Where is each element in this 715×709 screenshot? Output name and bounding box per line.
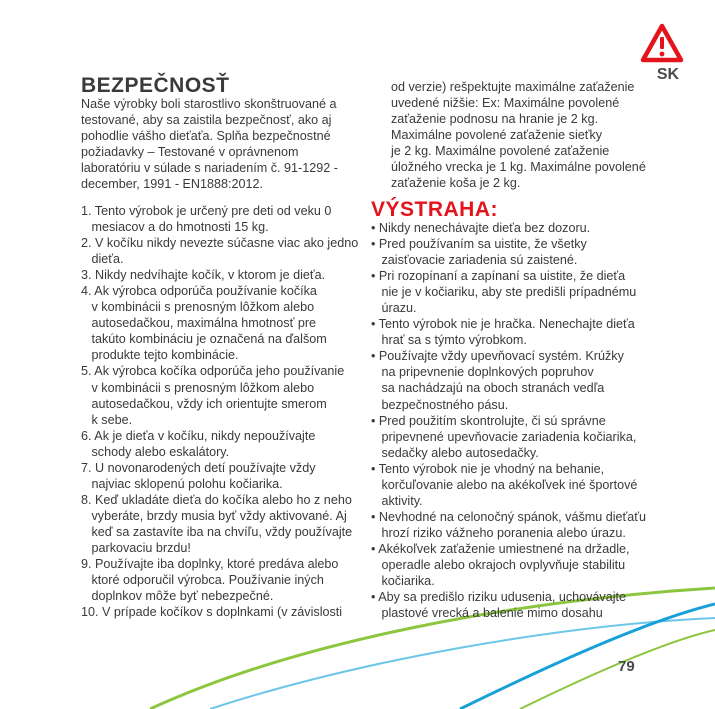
list-item [81, 235, 359, 267]
list-item-line: mesiacov a do hmotnosti 15 kg. [81, 220, 269, 235]
list-item-line: 3. Nikdy nedvíhajte kočík, v ktorom je dieťa. [81, 268, 326, 283]
warning-item-line: • Pred použitím skontrolujte, či sú správne [371, 413, 606, 428]
list-item [81, 460, 356, 492]
warning-item-line: • Tento výrobok nie je hračka. Nenechajte dieťa [371, 317, 635, 332]
intro-line: požiadavky – Testované v oprávnenom [81, 145, 299, 160]
list-item-line: takúto kombináciu je označená na ďalšom [81, 332, 327, 347]
continuation-line: Maximálne povolené zaťaženie sieťky [391, 128, 603, 143]
list-item [81, 428, 356, 460]
list-item-line: 1. Tento výrobok je určený pre deti od veku 0 [81, 204, 332, 218]
safety-intro [81, 96, 356, 192]
warning-item [371, 509, 661, 541]
intro-line: december, 1991 - EN1888:2012. [81, 177, 264, 192]
list-item-line: 6. Ak je dieťa v kočíku, nikdy nepoužívajte [81, 428, 316, 443]
warning-item-line: aktivity. [371, 493, 423, 508]
list-item-line: 10. V prípade kočíkov s doplnkami (v závislosti [81, 605, 343, 620]
list-item-line: 2. V kočíku nikdy nevezte súčasne viac ako jedno [81, 236, 359, 251]
list-item-line: 7. U novonarodených detí používajte vždy [81, 460, 316, 475]
warning-item-line: zaisťovacie zariadenia sú zaistené. [371, 253, 578, 268]
continuation-line: úložného vrecka je 1 kg. Maximálne povolené [391, 160, 646, 175]
list-item [81, 556, 356, 604]
warning-item [371, 541, 661, 589]
warning-item [371, 348, 661, 412]
warning-bullet-list [371, 220, 661, 621]
safety-numbered-list [81, 203, 359, 620]
list-item-line: 5. Ak výrobca kočíka odporúča jeho používanie [81, 364, 345, 379]
list-item [81, 267, 356, 283]
warning-item-line: sedačky alebo autosedačky. [371, 445, 539, 460]
list-item-line: v kombinácii s prenosným lôžkom alebo [81, 300, 315, 315]
warning-item [371, 589, 661, 621]
warning-item-line: kočiarika. [371, 574, 435, 589]
warning-item [371, 461, 661, 509]
list-item-line: autosedačkou, vždy ich orientujte smerom [81, 396, 327, 411]
list-item [81, 283, 356, 363]
warning-item [371, 413, 661, 461]
list-item-line: keď sa zastavíte iba na chvíľu, vždy používajte [81, 524, 353, 539]
list-item-line: k sebe. [81, 412, 133, 427]
warning-item-line: hrať sa s týmto výrobkom. [371, 333, 527, 348]
warning-item-line: korčuľovanie alebo na akékoľvek iné športové [371, 477, 638, 492]
warning-item [371, 236, 661, 268]
section-title-safety: BEZPEČNOSŤ [81, 74, 230, 97]
warning-item-line: • Používajte vždy upevňovací systém. Krúžky [371, 349, 624, 364]
warning-item-line: pripevnené upevňovacie zariadenia kočiarika, [371, 429, 637, 444]
page-number: 79 [618, 658, 635, 675]
section-title-warning: VÝSTRAHA: [371, 198, 499, 221]
list-item-line: 9. Používajte iba doplnky, ktoré predáva alebo [81, 557, 339, 572]
continuation-line: zaťaženie podnosu na hranie je 2 kg. [391, 112, 599, 127]
list-item-line: 4. Ak výrobca odporúča používanie kočíka [81, 284, 317, 299]
warning-item-line: • Akékoľvek zaťaženie umiestnené na držadle, [371, 541, 630, 556]
list-item-line: 8. Keď ukladáte dieťa do kočíka alebo ho z neho [81, 492, 352, 507]
intro-line: testované, aby sa zaistila bezpečnosť, ako aj [81, 113, 332, 128]
language-code: SK [656, 66, 680, 83]
list-item-line: doplnkov môže byť nebezpečné. [81, 589, 274, 604]
intro-line: laboratóriu v súlade s nariadením č. 91-1292 - [81, 161, 338, 176]
warning-item-line: • Pred používaním sa uistite, že všetky [371, 237, 587, 252]
list-item-line: vyberáte, brzdy musia byť vždy aktivované. Aj [81, 508, 347, 523]
list-item-line: autosedačkou, maximálna hmotnosť pre [81, 316, 317, 331]
warning-item-line: plastové vrecká a balenie mimo dosahu [371, 606, 603, 621]
list-item-line: dieťa. [81, 252, 124, 267]
list-item [81, 604, 356, 620]
list-item [81, 492, 356, 556]
warning-item-line: • Nikdy nenechávajte dieťa bez dozoru. [371, 221, 591, 235]
warning-item-line: nie je v kočiariku, aby ste predišli prípadnému [371, 285, 637, 300]
warning-triangle-icon [640, 23, 684, 63]
continuation-line: od verzie) rešpektujte maximálne zaťaženie [391, 80, 635, 94]
warning-item [371, 220, 661, 236]
warning-item-line: bezpečnostného pásu. [371, 397, 509, 412]
list-item [81, 363, 356, 427]
list-item-line: ktoré odporučil výrobca. Používanie iných [81, 573, 324, 588]
list-item [81, 203, 356, 235]
continuation-line: uvedené nižšie: Ex: Maximálne povolené [391, 96, 620, 111]
list-item-line: najviac sklopenú polohu kočiarika. [81, 476, 283, 491]
warning-item-line: hrozí riziko vážneho poranenia alebo úrazu. [371, 525, 626, 540]
warning-item-line: • Nevhodné na celonočný spánok, vášmu dieťaťu [371, 509, 646, 524]
warning-item-line: • Pri rozopínaní a zapínaní sa uistite, že dieťa [371, 269, 626, 284]
intro-line: pohodlie vášho dieťaťa. Splňa bezpečnostné [81, 129, 331, 144]
warning-item [371, 316, 661, 348]
warning-item-line: • Aby sa predišlo riziku udusenia, uchovávajte [371, 590, 627, 605]
continuation-line: zaťaženie koša je 2 kg. [391, 176, 521, 191]
list-item-line: v kombinácii s prenosným lôžkom alebo [81, 380, 315, 395]
warning-item-line: • Tento výrobok nie je vhodný na behanie, [371, 461, 605, 476]
warning-item-line: úrazu. [371, 301, 417, 316]
list-item-line: parkovaciu brzdu! [81, 540, 191, 555]
list-item-line: schody alebo eskalátory. [81, 444, 230, 459]
warning-item-line: na pripevnenie doplnkových popruhov [371, 365, 594, 380]
intro-line: Naše výrobky boli starostlivo skonštruované a [81, 97, 337, 111]
warning-item-line: sa nachádzajú na oboch stranách vedľa [371, 381, 605, 396]
continuation-line: je 2 kg. Maximálne povolené zaťaženie [391, 144, 610, 159]
list-item-line: produkte tejto kombinácie. [81, 348, 239, 363]
safety-continuation [391, 79, 656, 191]
warning-item-line: operadle alebo okrajoch ovplyvňuje stabilitu [371, 557, 626, 572]
warning-item [371, 268, 661, 316]
